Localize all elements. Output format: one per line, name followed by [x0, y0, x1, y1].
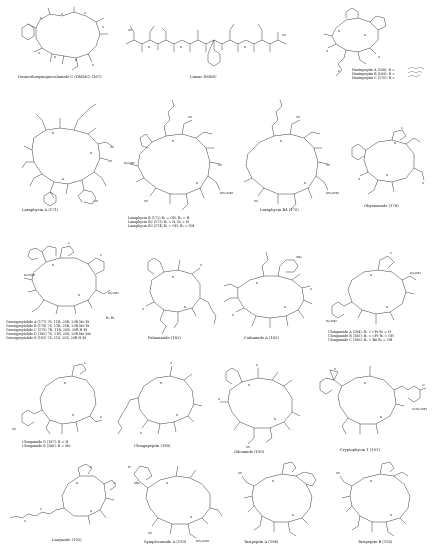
structure-linear-dmmc: [122, 6, 302, 79]
structure-drawing: [134, 246, 218, 346]
svg-text:N: N: [52, 264, 54, 267]
svg-text:N: N: [75, 59, 77, 62]
svg-text:O: O: [358, 178, 361, 181]
svg-text:Br: Br: [128, 466, 131, 469]
caption-laxaphycin-b4: Laxaphycin B4 (175): [260, 208, 299, 212]
svg-text:O: O: [102, 26, 105, 29]
svg-text:N: N: [364, 382, 366, 385]
svg-text:N: N: [248, 384, 250, 387]
svg-text:R\u2081: R\u2081: [410, 272, 421, 275]
sub-grassypeptolide-b: Grassypeptolide B (178) 7S, 11R, 25R, 29R Me Et: [6, 324, 90, 328]
svg-text:N: N: [62, 178, 64, 181]
svg-text:OH: OH: [282, 34, 286, 37]
svg-text:HO: HO: [148, 532, 152, 535]
structure-laxaphycin-a: [12, 98, 122, 210]
svg-text:N: N: [284, 306, 286, 309]
svg-text:OH: OH: [296, 116, 300, 119]
structure-ulongapeptin: [114, 356, 206, 456]
svg-text:HO: HO: [254, 200, 258, 203]
svg-text:N: N: [386, 306, 388, 309]
svg-text:OH: OH: [336, 472, 340, 475]
svg-text:O: O: [170, 362, 173, 365]
svg-text:O: O: [232, 314, 235, 317]
svg-text:N: N: [180, 46, 182, 49]
svg-text:O: O: [200, 264, 203, 267]
sub-hantupeptin-a: Hantupeptin A (168): R =: [352, 68, 395, 72]
svg-text:O: O: [38, 52, 41, 55]
svg-text:N: N: [244, 46, 246, 49]
svg-text:OH: OH: [246, 446, 250, 449]
structure-coibamide-a: [216, 246, 324, 346]
sub-laxaphycin-b2: Laxaphycin B2 (173) R₁ = H, R₂ = H: [128, 220, 189, 224]
structure-drawing: [124, 458, 228, 548]
structure-drawing: [346, 120, 432, 210]
svg-text:N: N: [370, 480, 372, 483]
sub-ulongamide-c: Ulongamide C (186): R₁ = Bn R₂ = OH: [328, 338, 393, 342]
svg-text:Cl: Cl: [422, 384, 425, 387]
sub-laxaphycin-b: Laxaphycin B (172) R₁ = OH, R₂ = H: [128, 216, 190, 220]
svg-text:O: O: [84, 12, 87, 15]
structure-drawing: [12, 6, 122, 76]
svg-text:N: N: [338, 30, 340, 33]
svg-text:R: R: [100, 416, 102, 419]
svg-text:N: N: [172, 276, 174, 279]
caption-obyanamide: Obyanamide (176): [364, 204, 399, 208]
svg-text:O: O: [61, 13, 64, 16]
structure-hantupeptins: [308, 6, 432, 80]
svg-text:N: N: [380, 416, 382, 419]
structure-drawing: [114, 356, 206, 456]
svg-text:OH: OH: [94, 200, 98, 203]
structure-dmmc: [12, 6, 122, 79]
r-group-lines: [308, 6, 432, 80]
structure-cryptophycin-1: [310, 354, 432, 458]
caption-tasipeptin-a: Tasipeptin A (194): [244, 540, 279, 544]
svg-text:NH\u2082: NH\u2082: [196, 540, 210, 543]
svg-text:S: S: [401, 127, 403, 130]
sub-ulongamide-e: Ulongamide E (188): R = Me: [22, 444, 71, 448]
svg-text:O: O: [310, 288, 313, 291]
svg-text:N: N: [90, 152, 92, 155]
svg-text:N: N: [280, 140, 282, 143]
caption-palauamide: Palauamide (182): [148, 336, 181, 340]
structure-grassypeptolides: [6, 236, 134, 342]
svg-text:OH: OH: [110, 146, 114, 149]
sub-grassypeptolide-c: Grassypeptolide C (179) 7R, 11R, 25R, 29R H Et: [6, 328, 88, 332]
structure-laxaphycin-b4: [234, 98, 344, 216]
svg-text:N: N: [160, 382, 162, 385]
structure-drawing: [122, 6, 302, 76]
svg-text:S: S: [390, 252, 392, 255]
svg-text:OH: OH: [238, 472, 242, 475]
svg-text:HO: HO: [128, 29, 132, 32]
structure-laxaphycins-b: [122, 98, 234, 228]
svg-text:N: N: [40, 17, 42, 20]
structure-drawing: [328, 458, 432, 548]
svg-text:N: N: [166, 482, 168, 485]
svg-text:O: O: [326, 50, 329, 53]
svg-text:S: S: [90, 466, 92, 469]
svg-text:N: N: [274, 418, 276, 421]
sub-grassypeptolide-d: Grassypeptolide D (180) 7S, 11R, 25S, 29R Me Me: [6, 332, 91, 336]
svg-text:HO: HO: [144, 200, 148, 203]
sub-grassypeptolide-a: Grassypeptolide A (177) 7S, 11R, 25R, 29R Me Et: [6, 320, 90, 324]
svg-text:R\u2082: R\u2082: [124, 162, 135, 165]
svg-text:O: O: [256, 364, 259, 367]
svg-text:R\u2082: R\u2082: [24, 274, 35, 277]
svg-text:N: N: [370, 274, 372, 277]
svg-text:OMe: OMe: [134, 482, 140, 485]
structure-tasipeptin-b: [328, 458, 432, 548]
sub-hantupeptin-b: Hantupeptin B (169): R =: [352, 72, 395, 76]
svg-text:O: O: [142, 308, 145, 311]
caption-dmmc: Desmethoxymajusculamide C (DMMC) (167): [18, 75, 102, 79]
svg-text:O: O: [140, 432, 143, 435]
caption-tasipeptin-b: Tasipeptin B (195): [358, 540, 393, 544]
svg-text:N: N: [172, 140, 174, 143]
structure-drawing: [234, 98, 344, 216]
svg-text:N: N: [90, 510, 92, 513]
svg-text:N: N: [256, 282, 258, 285]
svg-text:OH: OH: [188, 116, 192, 119]
svg-text:HO: HO: [12, 428, 16, 431]
structure-drawing: [12, 98, 122, 210]
svg-text:NH\u2082: NH\u2082: [220, 192, 234, 195]
svg-text:N: N: [148, 46, 150, 49]
caption-laxaphycin-a: Laxaphycin A (171): [22, 208, 59, 212]
structure-symplocamide-a: [124, 458, 228, 548]
caption-largazole: Largazole (192): [52, 538, 82, 542]
sub-laxaphycin-b3: Laxaphycin B3 (174) R₁ = OH, R₂ = OH: [128, 224, 195, 228]
caption-coibamide-a: Coibamide A (183): [244, 336, 279, 340]
svg-text:N: N: [394, 142, 396, 145]
svg-text:S: S: [84, 362, 86, 365]
structure-tasipeptin-a: [230, 458, 326, 548]
structure-obyanamide: [346, 120, 432, 210]
svg-text:N: N: [364, 34, 366, 37]
svg-text:S: S: [40, 508, 42, 511]
caption-odoamide: Odoamide (190): [234, 450, 265, 454]
caption-linear-dmmc: Linear DMMC: [190, 75, 217, 79]
svg-text:O: O: [92, 64, 95, 67]
svg-text:S: S: [114, 482, 116, 485]
caption-symplocamide-a: Symplocamide A (193): [144, 540, 187, 544]
svg-text:OH: OH: [218, 164, 222, 167]
svg-text:N: N: [196, 182, 198, 185]
svg-text:NH\u2082: NH\u2082: [326, 192, 340, 195]
svg-text:O: O: [378, 56, 381, 59]
structure-drawing: [208, 354, 308, 458]
svg-text:R\u2081: R\u2081: [108, 292, 119, 295]
svg-text:OCH\u2083: OCH\u2083: [412, 408, 427, 411]
svg-text:R: R: [338, 70, 340, 73]
svg-text:N: N: [176, 414, 178, 417]
svg-text:N: N: [52, 132, 54, 135]
structure-drawing: [216, 246, 324, 346]
sub-ulongamide-d: Ulongamide D (187): R = H: [22, 440, 69, 444]
svg-text:N: N: [76, 482, 78, 485]
svg-text:O: O: [218, 398, 221, 401]
svg-text:N: N: [292, 514, 294, 517]
svg-text:N: N: [272, 480, 274, 483]
structure-drawing: [6, 462, 124, 548]
svg-text:N: N: [78, 294, 80, 297]
svg-text:O: O: [24, 520, 27, 523]
caption-ulongapeptin: Ulongapeptin (189): [134, 444, 171, 448]
sub-ulongamide-a: Ulongamide A (184): R₁ = i-Pr R₂ = H: [328, 330, 391, 334]
structure-drawing: [122, 98, 234, 228]
structure-drawing: [310, 354, 432, 458]
svg-text:S: S: [68, 242, 70, 245]
sub-hantupeptin-c: Hantupeptin C (170): R =: [352, 76, 396, 80]
structure-odoamide: [208, 354, 308, 458]
grassypeptolide-header: R₁ R₂: [106, 316, 115, 320]
structure-largazole: [6, 462, 124, 548]
svg-text:N: N: [64, 382, 66, 385]
svg-text:OH: OH: [326, 164, 330, 167]
structure-drawing: [230, 458, 326, 548]
svg-text:N: N: [54, 56, 56, 59]
structure-palauamide: [134, 246, 218, 346]
svg-text:N: N: [184, 306, 186, 309]
svg-text:S: S: [100, 254, 102, 257]
svg-text:N: N: [304, 182, 306, 185]
svg-text:N: N: [390, 514, 392, 517]
structure-ulongamides-de: [12, 358, 112, 458]
svg-text:OMe: OMe: [296, 256, 302, 259]
svg-text:O: O: [422, 182, 425, 185]
svg-text:N: N: [386, 174, 388, 177]
structure-ulongamides-abc: [324, 244, 432, 348]
sub-ulongamide-b: Ulongamide B (185): R₁ = i-Pr R₂ = OH: [328, 334, 394, 338]
caption-cryptophycin-1: Cryptophycin 1 (191): [340, 448, 380, 452]
sub-grassypeptolide-e: Grassypeptolide E (181) 7S, 11S, 25S, 29R H Et: [6, 336, 87, 340]
svg-text:N: N: [72, 414, 74, 417]
svg-text:N: N: [190, 516, 192, 519]
svg-text:R\u2082: R\u2082: [326, 320, 337, 323]
svg-text:OH: OH: [108, 160, 112, 163]
svg-text:O: O: [334, 368, 337, 371]
